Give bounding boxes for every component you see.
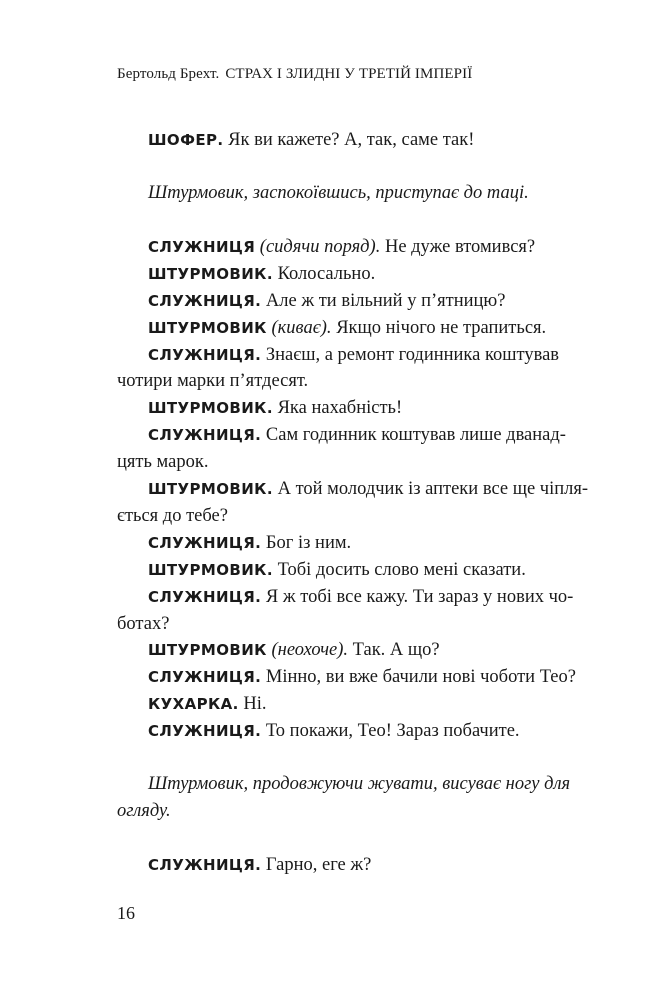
speaker-name: ШТУРМОВИК. (148, 265, 273, 283)
speaker-name: ШОФЕР. (148, 131, 224, 149)
dialogue-text: Яка нахабність! (272, 398, 403, 418)
speaker-name: СЛУЖНИЦЯ. (148, 722, 262, 740)
speaker-name: ШТУРМОВИК (148, 319, 267, 337)
dialogue-continuation: ється до тебе? (117, 506, 228, 526)
dialogue-continuation: цять марок. (117, 452, 209, 472)
dialogue-text: Так. А що? (348, 640, 440, 660)
dialogue-text: Я ж тобі все кажу. Ти зараз у нових чо- (261, 587, 574, 607)
dialogue-text: Колосально. (272, 264, 376, 284)
dialogue-text: Гарно, еге ж? (261, 855, 372, 875)
dialogue-line (148, 665, 576, 689)
speaker-name: СЛУЖНИЦЯ. (148, 856, 262, 874)
stage-direction-continuation: огляду. (117, 801, 171, 821)
speaker-name: ШТУРМОВИК. (148, 399, 273, 417)
dialogue-line (148, 235, 535, 259)
speaker-name: ШТУРМОВИК. (148, 480, 273, 498)
dialogue-line (148, 558, 526, 582)
dialogue-text: Бог із ним. (261, 533, 352, 553)
dialogue-text: Мінно, ви вже бачили нові чоботи Тео? (261, 667, 576, 687)
dialogue-text: Але ж ти вільний у п’ятницю? (261, 291, 506, 311)
speaker-direction: (киває). (266, 318, 332, 338)
speaker-direction: (сидячи поряд). (255, 237, 381, 257)
speaker-name: ШТУРМОВИК. (148, 561, 273, 579)
dialogue-line (148, 289, 505, 313)
dialogue-text: Як ви кажете? А, так, саме так! (223, 130, 475, 150)
dialogue-line (148, 423, 566, 447)
speaker-name: СЛУЖНИЦЯ. (148, 426, 262, 444)
dialogue-line (148, 531, 351, 555)
page-number: 16 (117, 903, 135, 923)
running-head-title: СТРАХ І ЗЛИДНІ У ТРЕТІЙ ІМПЕРІЇ (225, 66, 473, 82)
dialogue-line (148, 638, 440, 662)
speaker-name: ШТУРМОВИК (148, 641, 267, 659)
dialogue-line (148, 585, 573, 609)
stage-direction: Штурмовик, продовжуючи жувати, висуває ногу для (148, 774, 571, 794)
dialogue-line (148, 343, 559, 367)
dialogue-line (148, 719, 520, 743)
dialogue-line (148, 316, 546, 340)
dialogue-text: Знаєш, а ремонт годинника коштував (261, 345, 560, 365)
dialogue-line (148, 477, 588, 501)
dialogue-text: А той молодчик із аптеки все ще чіпля- (272, 479, 589, 499)
running-head-author: Бертольд Брехт. (117, 66, 220, 82)
dialogue-continuation: ботах? (117, 614, 170, 634)
dialogue-line (148, 128, 474, 152)
speaker-name: СЛУЖНИЦЯ. (148, 346, 262, 364)
dialogue-text: Тобі досить слово мені сказати. (272, 560, 526, 580)
dialogue-line (148, 692, 267, 716)
dialogue-text: Ні. (238, 694, 267, 714)
speaker-name: СЛУЖНИЦЯ. (148, 588, 262, 606)
dialogue-text: Якщо нічого не трапиться. (331, 318, 547, 338)
speaker-name: СЛУЖНИЦЯ. (148, 668, 262, 686)
speaker-name: КУХАРКА. (148, 695, 239, 713)
dialogue-line (148, 853, 371, 877)
speaker-name: СЛУЖНИЦЯ. (148, 292, 262, 310)
running-head (117, 66, 472, 83)
speaker-name: СЛУЖНИЦЯ (148, 238, 256, 256)
dialogue-text: То покажи, Тео! Зараз побачите. (261, 721, 520, 741)
dialogue-text: Сам годинник коштував лише дванад- (261, 425, 566, 445)
dialogue-line (148, 396, 402, 420)
speaker-name: СЛУЖНИЦЯ. (148, 534, 262, 552)
dialogue-continuation: чотири марки п’ятдесят. (117, 371, 309, 391)
dialogue-line (148, 262, 375, 286)
dialogue-text: Не дуже втомився? (380, 237, 536, 257)
stage-direction: Штурмовик, заспокоївшись, приступає до таці. (148, 183, 529, 203)
speaker-direction: (неохоче). (266, 640, 349, 660)
